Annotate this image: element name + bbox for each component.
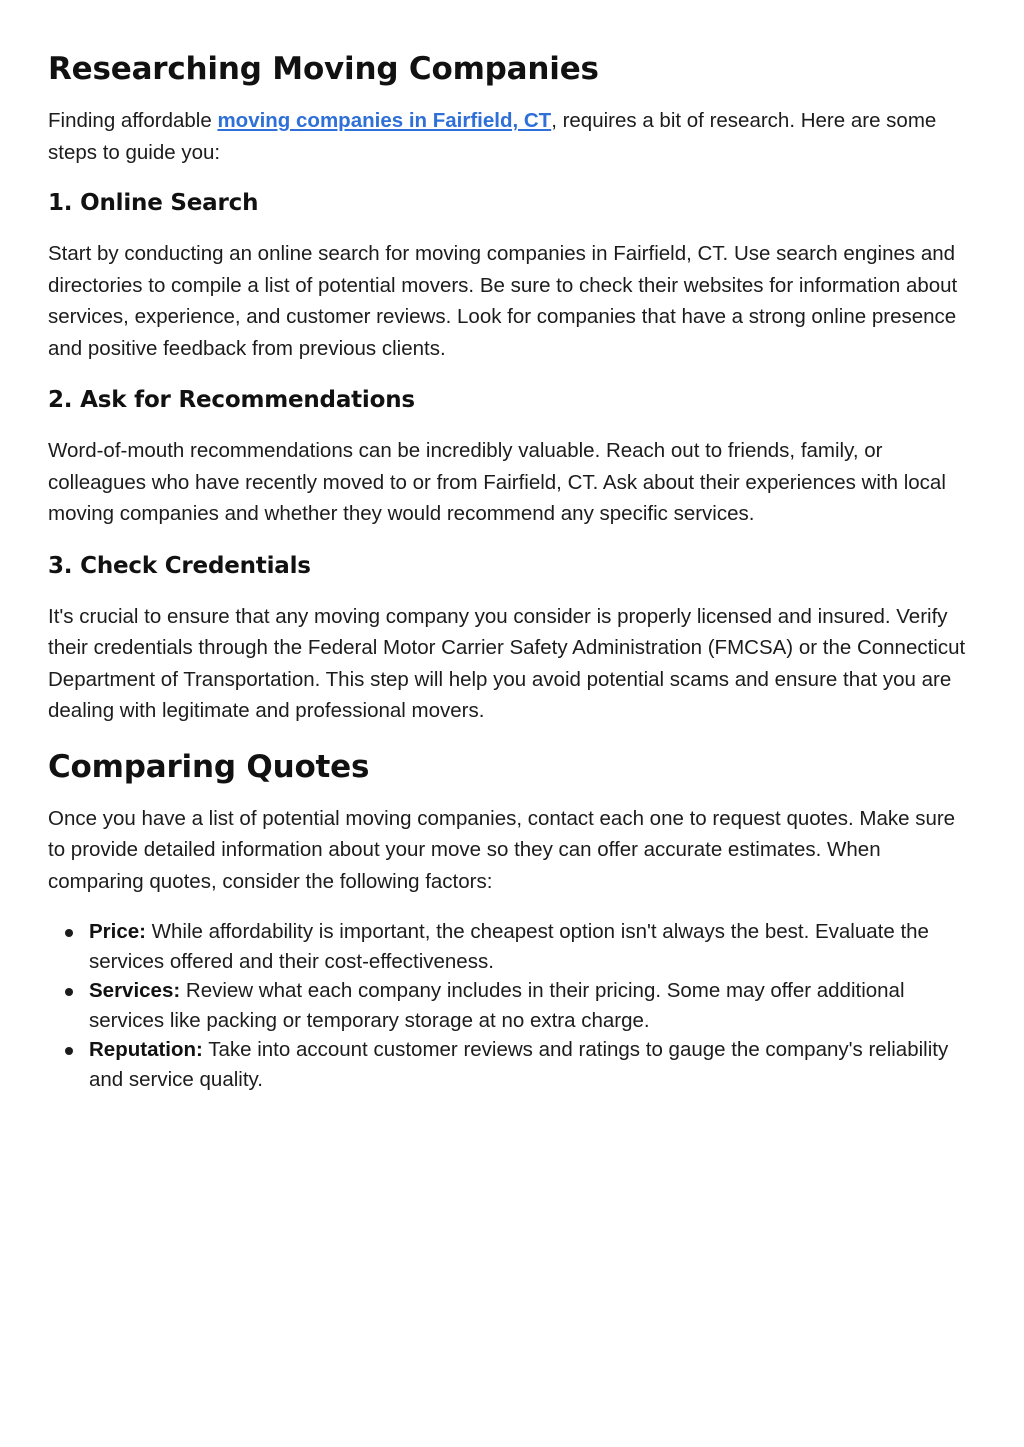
comparing-intro-paragraph: Once you have a list of potential moving companies, contact each one to request quotes. Make sure to provide detailed information about your move so they can offer accurate estimates. When comparing quotes, consider the following factors: [48, 806, 956, 893]
list-item [89, 917, 976, 976]
step-body-recommendations: Word-of-mouth recommendations can be incredibly valuable. Reach out to friends, family, or colleagues who have recently moved to or from Fairfield, CT. Ask about their experiences with local moving companies and whether they would recommend any specific services. [48, 439, 946, 525]
intro-text-after-link: , requires a bit of research. Here are some steps to guide you: [48, 109, 937, 164]
list-item [89, 1035, 976, 1094]
intro-text-before-link: Finding affordable [48, 109, 218, 132]
factor-term: Services: [89, 979, 181, 1002]
factor-term: Price: [89, 920, 146, 943]
bullet-icon [65, 929, 73, 937]
intro-paragraph [48, 105, 976, 168]
bullet-icon [65, 988, 73, 996]
factor-term: Reputation: [89, 1038, 203, 1061]
factors-list [48, 917, 976, 1094]
step-heading-recommendations: 2. Ask for Recommendations [48, 387, 415, 413]
section-title-researching: Researching Moving Companies [48, 51, 599, 87]
bullet-icon [65, 1047, 73, 1055]
fairfield-movers-link[interactable]: moving companies in Fairfield, CT [217, 109, 552, 132]
step-heading-credentials: 3. Check Credentials [48, 552, 311, 579]
factor-text: Take into account customer reviews and ratings to gauge the company's reliability and service quality. [89, 1038, 949, 1091]
section-title-comparing-quotes: Comparing Quotes [48, 748, 370, 785]
step-body-credentials: It's crucial to ensure that any moving company you consider is properly licensed and insured. Verify their credentials through the Federal Motor Carrier Safety Administration (FMCSA) or the Connecticut Department of Transportation. This step will help you avoid potential scams and ensure that you are dealing with legitimate and professional movers. [48, 604, 966, 722]
step-heading-online-search: 1. Online Search [48, 190, 259, 216]
step-body-online-search: Start by conducting an online search for moving companies in Fairfield, CT. Use search engines and directories to compile a list of potential movers. Be sure to check their websites for information about services, experience, and customer reviews. Look for companies that have a strong online presence and positive feedback from previous clients. [48, 242, 958, 360]
factor-text: While affordability is important, the cheapest option isn't always the best. Evaluate the services offered and their cost-effectiveness. [89, 920, 929, 973]
factor-text: Review what each company includes in their pricing. Some may offer additional services like packing or temporary storage at no extra charge. [89, 979, 905, 1032]
list-item [89, 976, 976, 1035]
